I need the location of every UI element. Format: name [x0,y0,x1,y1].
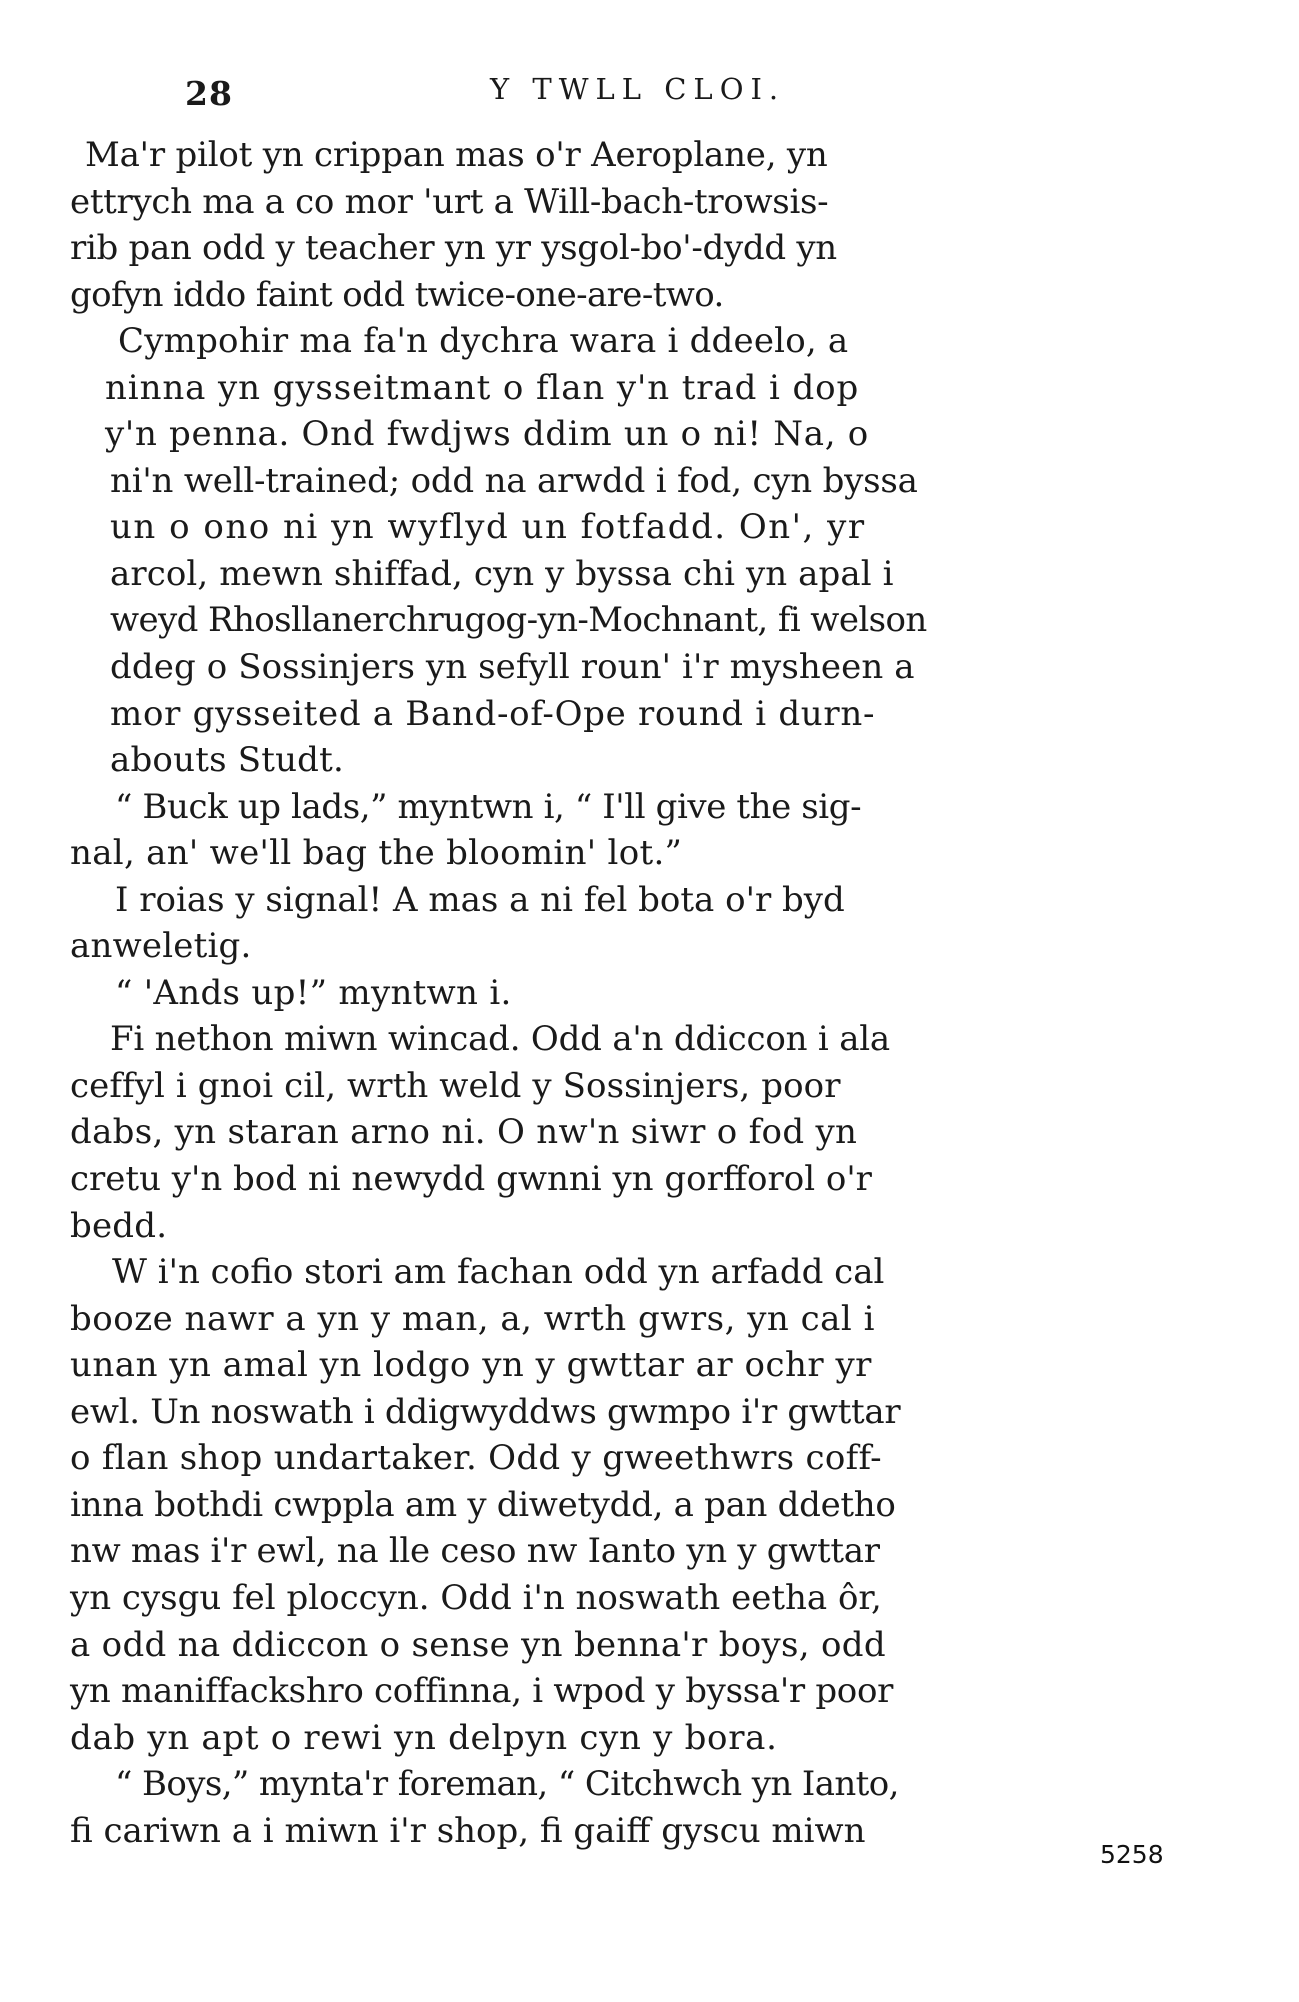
body-text [70,132,1200,1854]
text-line: fi cariwn a i miwn i'r shop, fi gaiff gyscu miwn [70,1810,866,1851]
text-line: unan yn amal yn lodgo yn y gwttar ar ochr yr [70,1345,872,1386]
text-line: ddeg o Sossinjers yn sefyll roun' i'r mysheen a [110,647,915,688]
text-line: arcol, mewn shiffad, cyn y byssa chi yn apal i [110,553,894,594]
text-line: gofyn iddo faint odd twice-one-are-two. [70,274,724,315]
text-line: inna bothdi cwppla am y diwetydd, a pan ddetho [70,1484,896,1525]
text-line: ceffyl i gnoi cil, wrth weld y Sossinjers, poor [70,1065,841,1106]
text-line: anweletig. [70,926,252,967]
text-line: a odd na ddiccon o sense yn benna'r boys, odd [70,1624,886,1665]
text-line: nal, an' we'll bag the bloomin' lot.” [70,833,683,874]
text-line: yn cysgu fel ploccyn. Odd i'n noswath eetha ôr, [70,1577,882,1618]
text-line: nw mas i'r ewl, na lle ceso nw Ianto yn y gwttar [70,1531,880,1572]
catalog-number: 5258 [1100,1840,1164,1869]
page-number: 28 [185,74,233,113]
text-line: “ 'Ands up!” myntwn i. [115,972,512,1013]
text-line: booze nawr a yn y man, a, wrth gwrs, yn cal i [70,1298,875,1339]
text-line: dab yn apt o rewi yn delpyn cyn y bora. [70,1717,778,1758]
text-line: dabs, yn staran arno ni. O nw'n siwr o fod yn [70,1112,858,1153]
text-line: ninna yn gysseitmant o flan y'n trad i dop [105,367,860,408]
text-line: o flan shop undartaker. Odd y gweethwrs coff- [70,1438,882,1479]
text-line: “ Buck up lads,” myntwn i, “ I'll give the sig- [115,786,862,827]
text-line: rib pan odd y teacher yn yr ysgol-bo'-dydd yn [70,228,837,269]
text-line: Ma'r pilot yn crippan mas o'r Aeroplane, yn [85,135,828,175]
text-line: I roias y signal! A mas a ni fel bota o'r byd [115,879,845,920]
text-line: weyd Rhosllanerchrugog-yn-Mochnant, fi welson [110,600,927,641]
text-line: ni'n well-trained; odd na arwdd i fod, cyn byssa [110,460,918,501]
page-header [185,68,1185,118]
text-line: Fi nethon miwn wincad. Odd a'n ddiccon i ala [110,1019,891,1060]
text-line: mor gysseited a Band-of-Ope round i durn- [110,693,876,734]
text-line: Cympohir ma fa'n dychra wara i ddeelo, a [118,321,849,362]
text-line: yn maniffackshro coffinna, i wpod y byssa'r poor [70,1671,894,1712]
text-line: un o ono ni yn wyflyd un fotfadd. On', yr [110,507,866,548]
text-line: ewl. Un noswath i ddigwyddws gwmpo i'r gwttar [70,1391,901,1432]
text-line: W i'n cofio stori am fachan odd yn arfadd cal [112,1252,885,1293]
text-line: cretu y'n bod ni newydd gwnni yn gorfforol o'r [70,1159,872,1200]
text-line: bedd. [70,1205,168,1246]
text-line: abouts Studt. [110,740,345,781]
text-line: y'n penna. Ond fwdjws ddim un o ni! Na, o [105,414,869,455]
running-title: Y TWLL CLOI. [490,72,786,106]
text-line: ettrych ma a co mor 'urt a Will-bach-trowsis- [70,181,829,222]
text-line: “ Boys,” mynta'r foreman, “ Citchwch yn Ianto, [115,1764,899,1805]
